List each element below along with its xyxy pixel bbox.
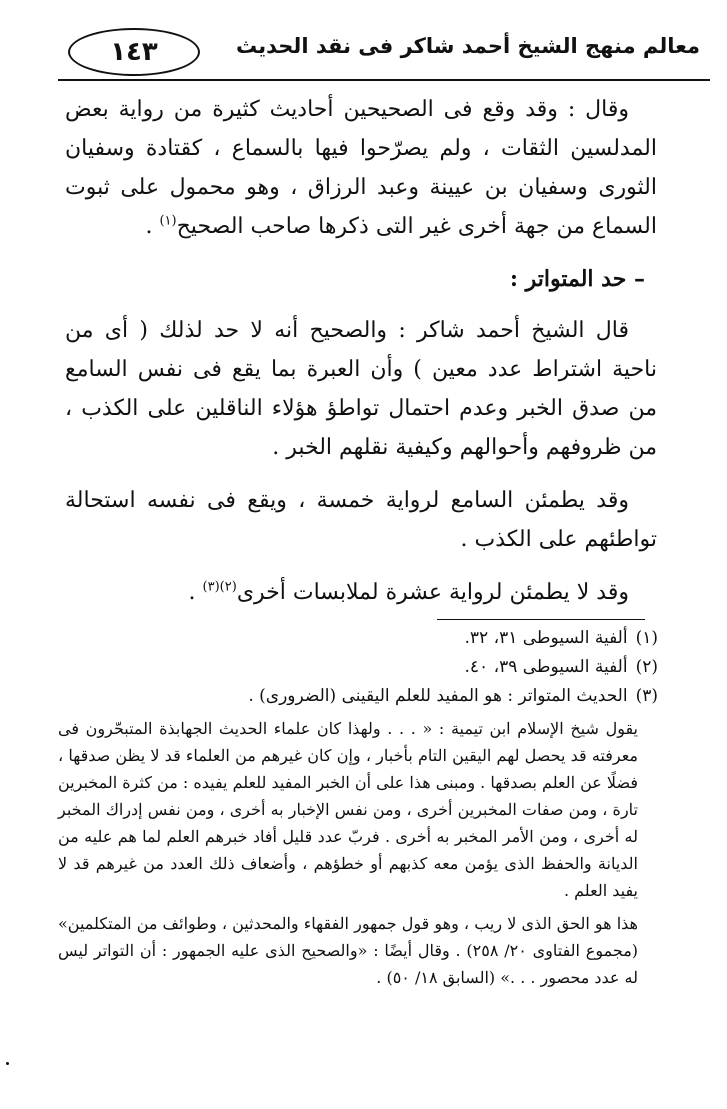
section-heading: – حد المتواتر : xyxy=(509,266,645,292)
footnote-3: (٣)الحديث المتواتر : هو المفيد للعلم اليقينى (الضرورى) . xyxy=(248,686,658,706)
footnote-ref-1: (١) xyxy=(159,213,177,229)
footnote-3-quote-continued: هذا هو الحق الذى لا ريب ، وهو قول جمهور الفقهاء والمحدثين ، وطوائف من المتكلمين» (مجموع الفتاوى ٢٠/ ٢٥٨) . وقال أيضًا : «والصحيح الذى عليه الجمهور : أن التواتر ليس له عدد محصور . . .» (السابق ١٨/ ٥٠) . xyxy=(58,914,639,987)
footnote-separator xyxy=(437,619,645,620)
page-speck xyxy=(6,1062,9,1065)
footnote-ref-2-3: (٢)(٣) xyxy=(202,579,237,595)
page-number: ١٤٣ xyxy=(110,37,158,67)
footnotes xyxy=(58,624,658,991)
paragraph-3: وقد يطمئن السامع لرواية خمسة ، ويقع فى نفسه استحالة تواطئهم على الكذب . xyxy=(65,488,657,552)
main-text xyxy=(65,90,657,626)
footnote-2: (٢)ألفية السيوطى ٣٩، ٤٠. xyxy=(464,657,658,677)
paragraph-4: وقد لا يطمئن لرواية عشرة لملابسات أخرى$^{(٢)(٣)}$ . xyxy=(188,579,629,605)
footnote-3-quote: يقول شيخ الإسلام ابن تيمية : « . . . ولهذا كان علماء الحديث الجهابذة المتبحّرون فى معرفته قد يحصل لهم اليقين التام بأخبار ، وإن كان غيرهم من العلماء قد لا يظن صدقها ، فضلًا عن العلم بصدقها . ومبنى هذا على أن الخبر المفيد للعلم يفيده : من كثرة المخبرين تارة ، ومن صفات المخبرين أخرى ، ومن نفس الإخبار به أخرى ، ومن نفس إدراك المخبر له أخرى ، ومن الأمر المخبر به أخرى . فربّ عدد قليل أفاد خبرهم العلم لما هم عليه من الديانة والحفظ الذى يؤمن معه كذبهم أو خطؤهم ، وأضعاف ذلك العدد من غيرهم قد لا يفيد العلم . xyxy=(58,719,639,900)
paragraph-2: قال الشيخ أحمد شاكر : والصحيح أنه لا حد لذلك ( أى من ناحية اشتراط عدد معين ) وأن العبرة بما يقع فى نفس السامع من صدق الخبر وعدم احتمال تواطؤ هؤلاء الناقلين على الكذب ، من ظروفهم وأحوالهم وكيفية نقلهم الخبر . xyxy=(65,318,657,460)
page-header xyxy=(58,22,710,84)
page-number-oval xyxy=(68,28,200,76)
header-rule xyxy=(58,79,710,81)
running-title: معالم منهج الشيخ أحمد شاكر فى نقد الحديث xyxy=(236,34,700,58)
paragraph-1: وقال : وقد وقع فى الصحيحين أحاديث كثيرة من رواية بعض المدلسين الثقات ، ولم يصرّحوا فيها بالسماع ، كقتادة وسفيان الثورى وسفيان بن عيينة وعبد الرزاق ، وهو محمول على ثبوت السماع من جهة أخرى غير التى ذكرها صاحب الصحيح$^{(١)}$ . xyxy=(65,97,657,239)
footnote-1: (١)ألفية السيوطى ٣١، ٣٢. xyxy=(464,628,658,648)
